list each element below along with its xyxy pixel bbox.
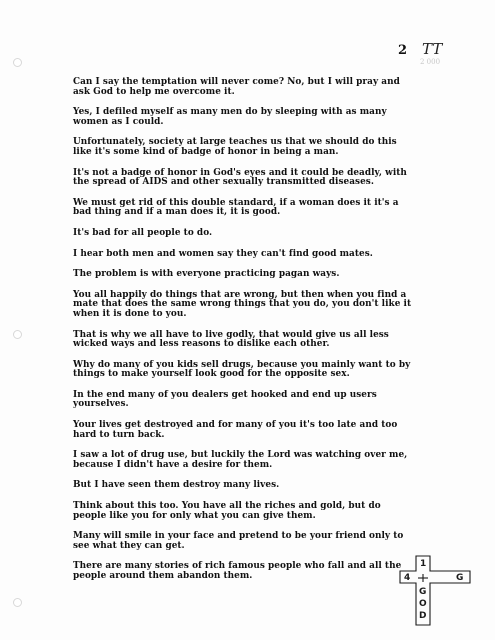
paragraph: Your lives get destroyed and for many of you it's too late and too hard to turn back.: [73, 420, 398, 440]
paragraph: That is why we all have to live godly, that would give us all less wicked ways and less reasons to dislike each other.: [73, 329, 389, 350]
paragraph: I saw a lot of drug use, but luckily the Lord was watching over me, because I didn't have a desire for them.: [73, 450, 408, 470]
handwritten-mark: TT: [422, 40, 443, 58]
cross-letter: O: [419, 599, 427, 609]
document-body: [73, 78, 413, 593]
cross-right-label: G: [456, 573, 464, 583]
paragraph: I hear both men and women say they can't find good mates.: [73, 248, 373, 259]
paragraph: Why do many of you kids sell drugs, because you mainly want to by things to make yourself look good for the opposite sex.: [73, 359, 411, 380]
paragraph: Many will smile in your face and pretend to be your friend only to see what they can get.: [73, 531, 404, 551]
paragraph: The problem is with everyone practicing pagan ways.: [73, 269, 340, 280]
paragraph: Think about this too. You have all the riches and gold, but do people like you for only what you can give them.: [73, 501, 381, 521]
paragraph: Can I say the temptation will never come? No, but I will pray and ask God to help me overcome it.: [73, 77, 400, 97]
faint-stamp: 2 000: [420, 58, 441, 66]
paragraph: In the end many of you dealers get hooked and end up users yourselves.: [73, 389, 377, 410]
paragraph: You all happily do things that are wrong, but then when you find a mate that does the same wrong things that you do, you don't like it when it is done to you.: [73, 289, 412, 319]
paragraph: Unfortunately, society at large teaches us that we should do this like it's some kind of badge of honor in being a man.: [73, 137, 397, 157]
punch-hole: [13, 598, 22, 607]
paragraph: It's not a badge of honor in God's eyes and it could be deadly, with the spread of AIDS and other sexually transmitted diseases.: [73, 167, 407, 188]
punch-hole: [13, 330, 22, 339]
cross-drawing: [396, 553, 491, 628]
cross-left-label: 4: [404, 573, 411, 583]
paragraph: There are many stories of rich famous people who fall and all the people around them abandon them.: [73, 561, 402, 581]
page-number: 2: [398, 43, 408, 58]
cross-top-label: 1: [420, 559, 427, 569]
cross-letter: G: [419, 587, 427, 597]
cross-outline: [400, 556, 470, 625]
paragraph: But I have seen them destroy many lives.: [73, 480, 280, 491]
punch-hole: [13, 58, 22, 67]
paragraph: We must get rid of this double standard, if a woman does it it's a bad thing and if a man does it, it is good.: [73, 197, 399, 218]
cross-letter: D: [419, 611, 427, 621]
paragraph: It's bad for all people to do.: [73, 227, 213, 238]
paragraph: Yes, I defiled myself as many men do by sleeping with as many women as I could.: [73, 107, 387, 127]
